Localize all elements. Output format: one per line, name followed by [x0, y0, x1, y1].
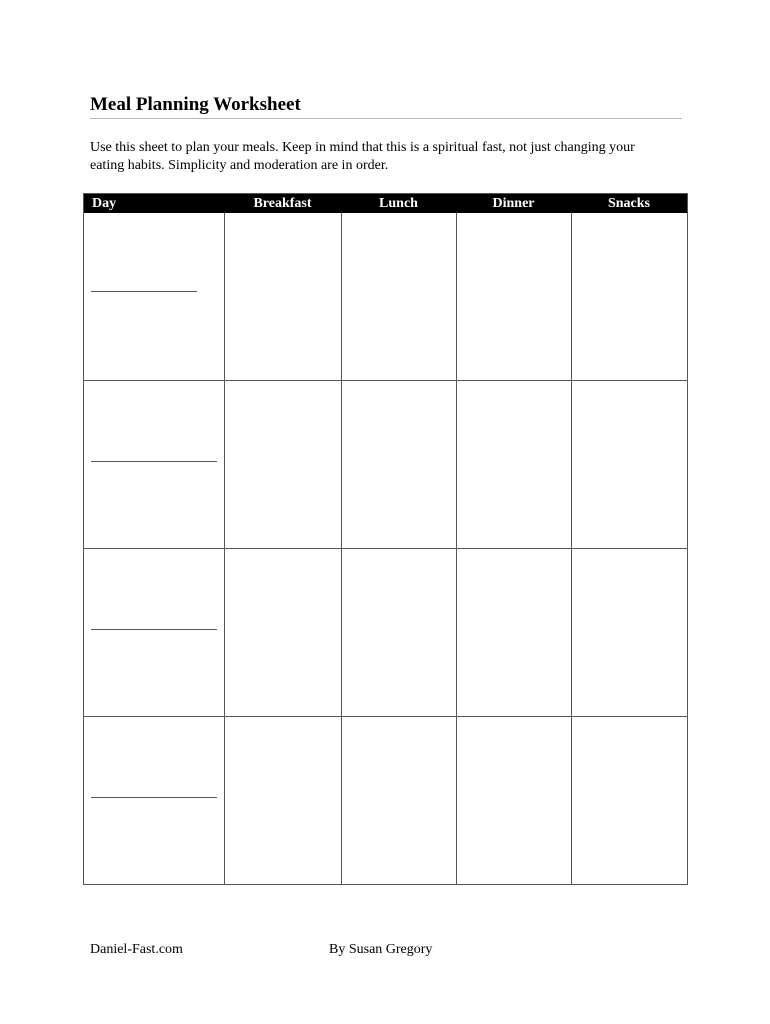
day-4-write-in-line: [91, 797, 217, 798]
intro-paragraph: [90, 139, 690, 175]
day-3-write-in-line: [91, 629, 217, 630]
header-breakfast: Breakfast: [253, 196, 312, 211]
header-day: Day: [92, 196, 117, 211]
day-2-write-in-line: [91, 461, 217, 462]
row-divider-2: [84, 548, 687, 549]
day-1-write-in-line: [91, 291, 197, 292]
page-title: Meal Planning Worksheet: [90, 94, 301, 115]
intro-line-2: eating habits. Simplicity and moderation are in order.: [90, 158, 389, 173]
row-divider-1: [84, 380, 687, 381]
table-header-row: [84, 194, 687, 213]
title-underline: [90, 118, 682, 119]
intro-line-1: Use this sheet to plan your meals. Keep in mind that this is a spiritual fast, not just changing your: [90, 140, 635, 155]
row-divider-3: [84, 716, 687, 717]
header-dinner: Dinner: [492, 196, 535, 211]
footer-website: Daniel-Fast.com: [90, 942, 183, 957]
header-lunch: Lunch: [379, 196, 418, 211]
header-snacks: Snacks: [607, 196, 651, 211]
meal-planning-table: [83, 193, 688, 885]
footer-author: By Susan Gregory: [329, 942, 433, 957]
